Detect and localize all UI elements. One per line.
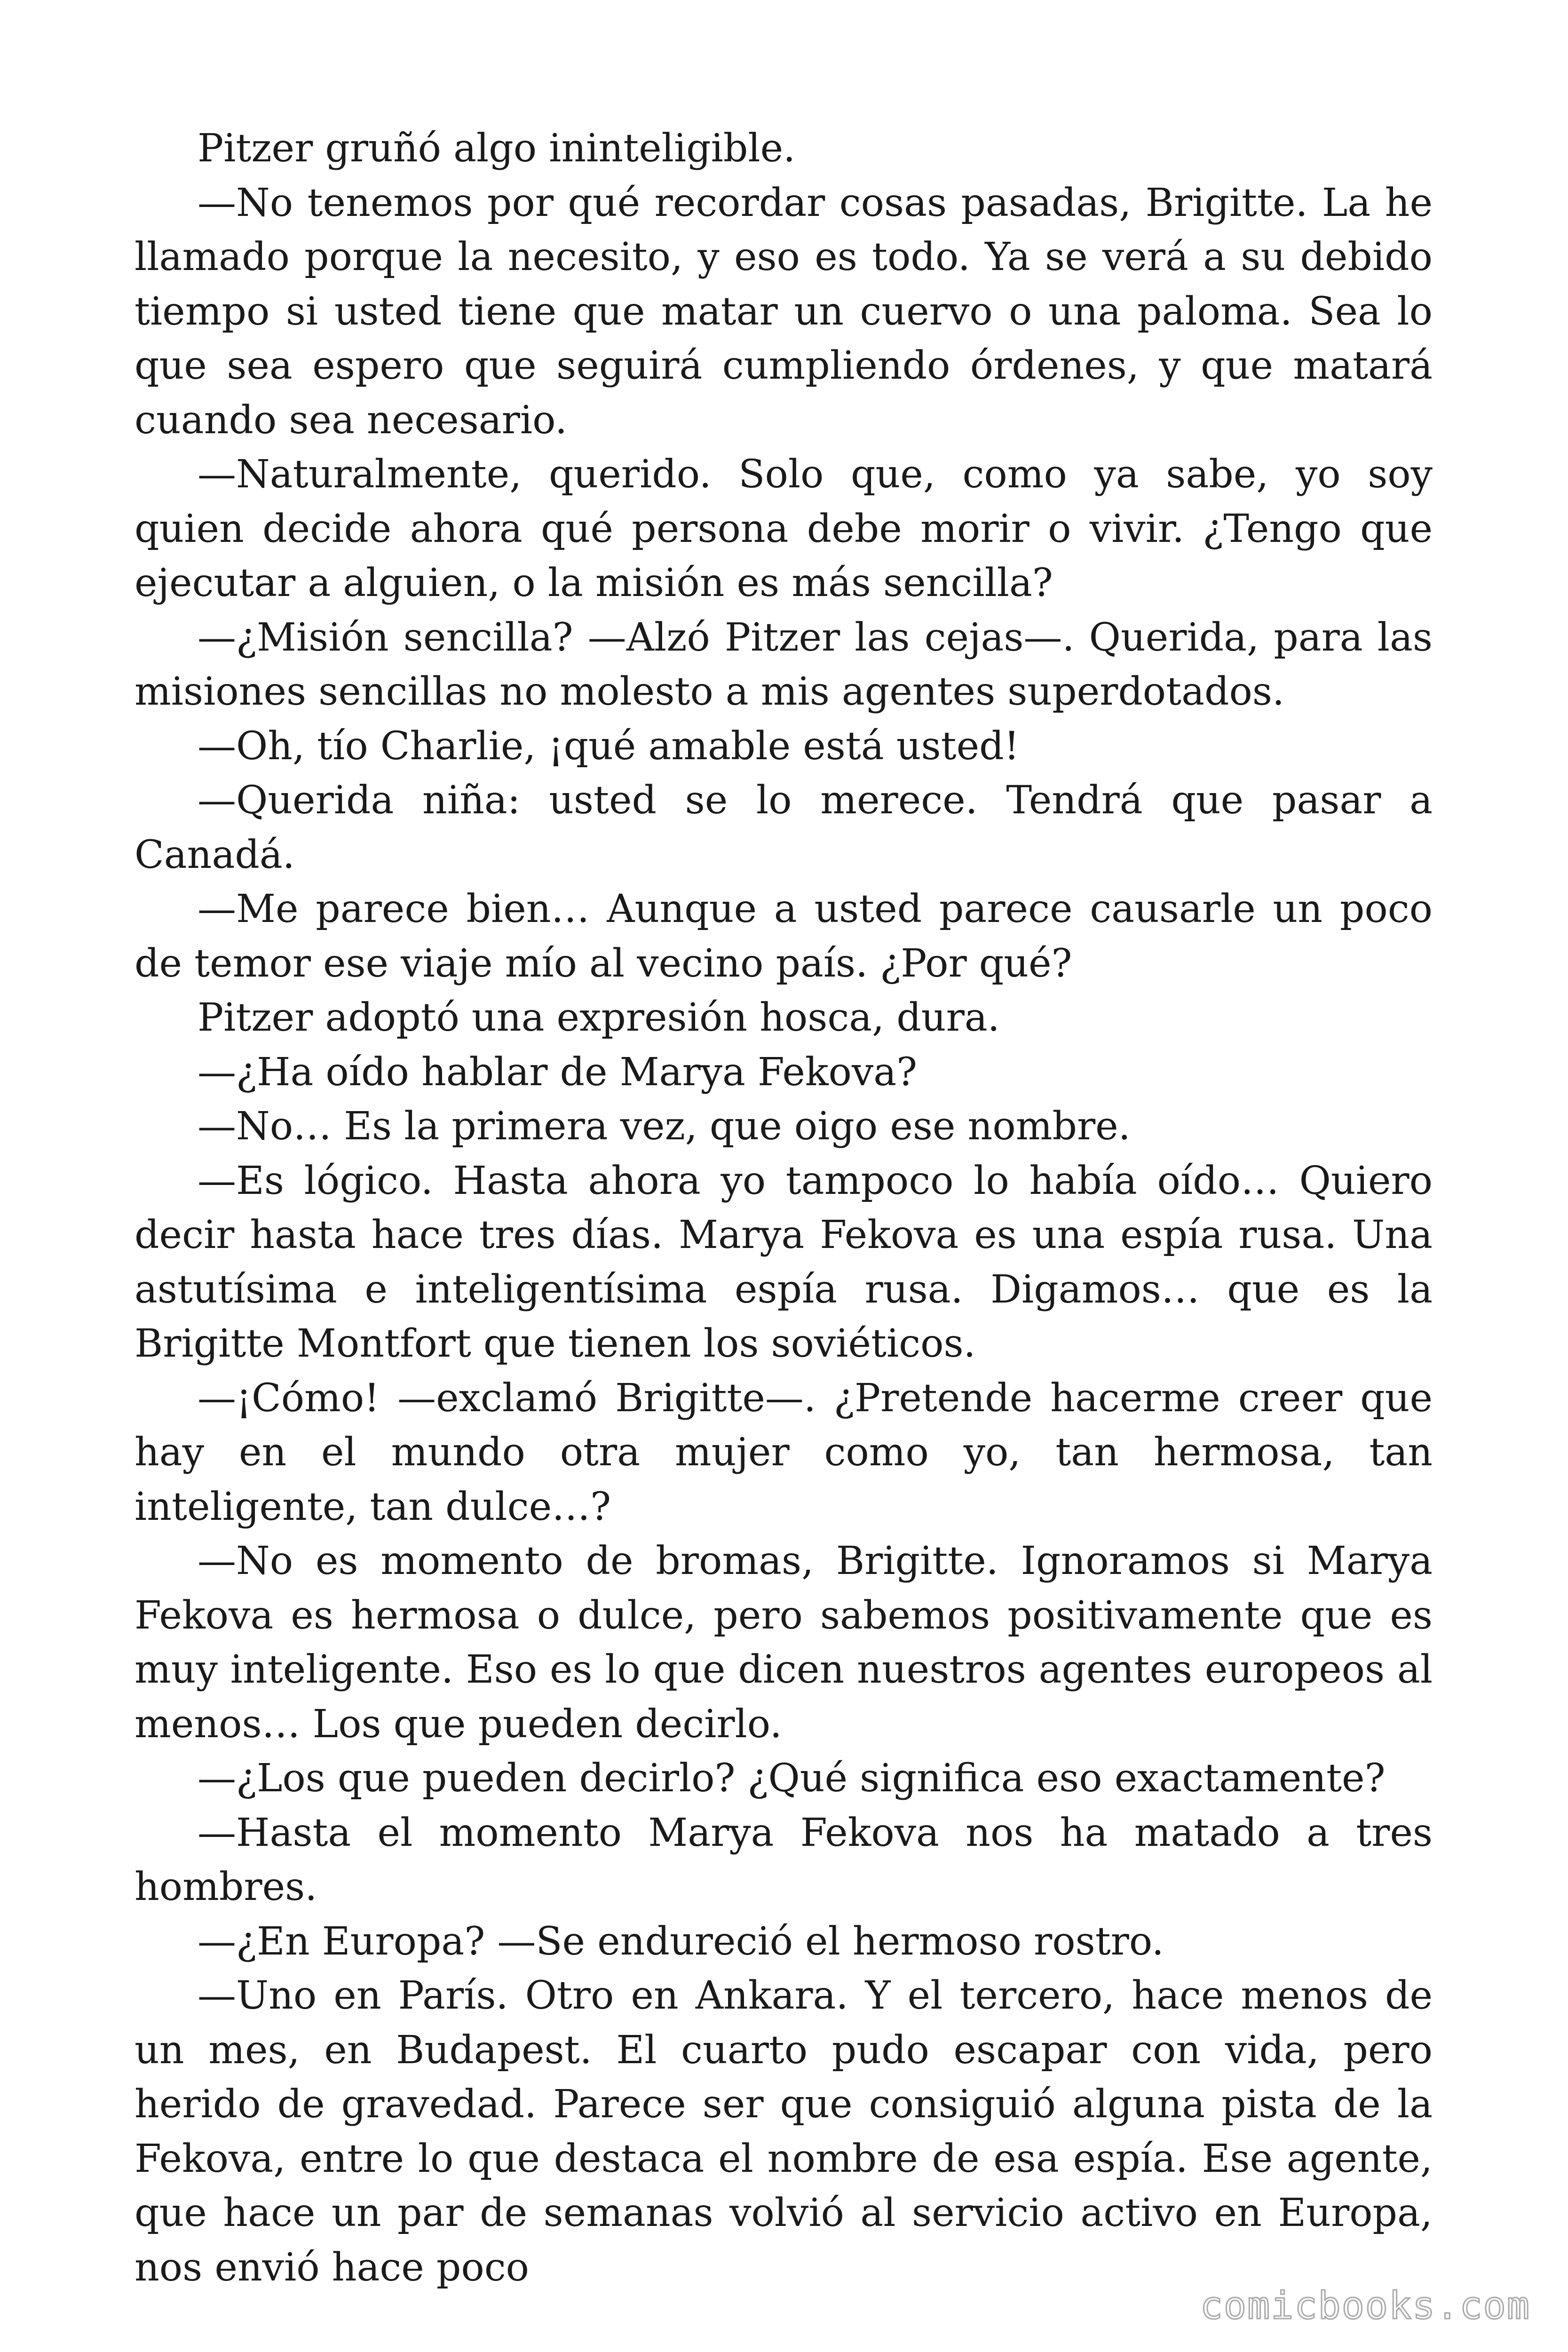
paragraph: —¿En Europa? —Se endureció el hermoso rostro. xyxy=(198,1919,1164,1964)
paragraph: —Es lógico. Hasta ahora yo tampoco lo había oído… Quiero decir hasta hace tres días. Marya Fekova es una espía rusa. Una astutísima e inteligentísima espía rusa. Digamos… que es la Brigitte Montfort que tienen los soviéticos. xyxy=(135,1158,1433,1366)
paragraph: Pitzer adoptó una expresión hosca, dura. xyxy=(198,995,1000,1040)
paragraph: —Naturalmente, querido. Solo que, como ya sabe, yo soy quien decide ahora qué persona debe morir o vivir. ¿Tengo que ejecutar a alguien, o la misión es más sencilla? xyxy=(135,452,1433,605)
paragraph: —¿Ha oído hablar de Marya Fekova? xyxy=(198,1049,918,1095)
paragraph: —Oh, tío Charlie, ¡qué amable está usted! xyxy=(198,723,1020,769)
paragraph: —No tenemos por qué recordar cosas pasadas, Brigitte. La he llamado porque la necesito, y eso es todo. Ya se verá a su debido tiempo si usted tiene que matar un cuervo o una paloma. Sea lo que sea espero que seguirá cumpliendo órdenes, y que matará cuando sea necesario. xyxy=(135,180,1433,443)
paragraph: Pitzer gruñó algo ininteligible. xyxy=(198,126,796,171)
body-text xyxy=(135,121,1433,2295)
paragraph: —No es momento de bromas, Brigitte. Ignoramos si Marya Fekova es hermosa o dulce, pero sabemos positivamente que es muy inteligente. Eso es lo que dicen nuestros agentes europeos al menos… Los que pueden decirlo. xyxy=(135,1539,1433,1747)
paragraph: —Hasta el momento Marya Fekova nos ha matado a tres hombres. xyxy=(135,1810,1433,1909)
paragraph: —¡Cómo! —exclamó Brigitte—. ¿Pretende hacerme creer que hay en el mundo otra mujer como yo, tan hermosa, tan inteligente, tan dulce…? xyxy=(135,1375,1433,1529)
paragraph: —No… Es la primera vez, que oigo ese nombre. xyxy=(198,1104,1131,1149)
paragraph: —Me parece bien… Aunque a usted parece causarle un poco de temor ese viaje mío al vecino país. ¿Por qué? xyxy=(135,887,1433,986)
paragraph: —¿Los que pueden decirlo? ¿Qué significa eso exactamente? xyxy=(198,1756,1386,1801)
watermark: comicbooks.com xyxy=(1200,2284,1530,2328)
paragraph: —Uno en París. Otro en Ankara. Y el tercero, hace menos de un mes, en Budapest. El cuarto pudo escapar con vida, pero herido de gravedad. Parece ser que consiguió alguna pista de la Fekova, entre lo que destaca el nombre de esa espía. Ese agente, que hace un par de semanas volvió al servicio activo en Europa, nos envió hace poco xyxy=(135,1973,1433,2290)
paragraph: —¿Misión sencilla? —Alzó Pitzer las cejas—. Querida, para las misiones sencillas no molesto a mis agentes superdotados. xyxy=(135,615,1433,714)
paragraph: —Querida niña: usted se lo merece. Tendrá que pasar a Canadá. xyxy=(135,778,1433,877)
